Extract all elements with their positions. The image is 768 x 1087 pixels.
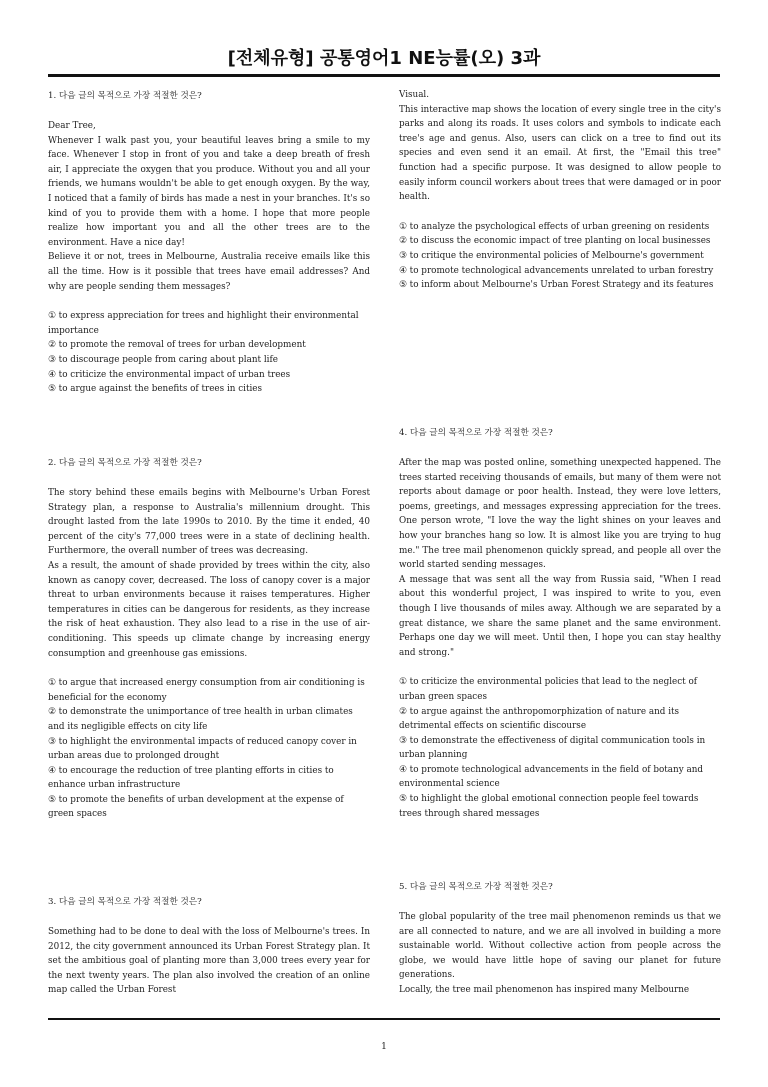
answer-option[interactable]: ③ to critique the environmental policies of Melbourne's government [399,250,704,261]
answer-option[interactable]: ⑤ to promote the benefits of urban development at the expense of green spaces [48,794,344,820]
answer-option[interactable]: ④ to criticize the environmental impact of urban trees [48,369,291,380]
question-5-passage [399,910,721,998]
passage-paragraph: A message that was sent all the way from Russia said, "When I read about this wonderful project, I was inspired to write to you, even though I live thousands of miles away. Although we are separated by a great distance, we share the same planet and the same environment. Perhaps one day we will meet. Until then, I hope you can stay healthy and strong." [399,574,721,658]
answer-option[interactable]: ② to argue against the anthropomorphization of nature and its detrimental effects on scientific discourse [399,706,680,732]
question-2-options [48,676,370,822]
passage-paragraph: Whenever I walk past you, your beautiful leaves bring a smile to my face. Whenever I stop in front of you and take a deep breath of fresh air, I appreciate the oxygen that you produce. Without you and all your friends, we humans wouldn't be able to get enough oxygen. By the way, I noticed that a family of birds has made a nest in your branches. It's so kind of you to provide them with a home. I hope that more people realize how important you and all the other trees are to the environment. Have a nice day! [48,135,370,248]
answer-option[interactable]: ⑤ to highlight the global emotional connection people feel towards trees through shared messages [399,794,699,819]
answer-option[interactable]: ② to promote the removal of trees for urban development [48,340,306,351]
passage-paragraph: As a result, the amount of shade provided by trees within the city, also known as canopy cover, decreased. The loss of canopy cover is a major threat to urban environments because it raises temperatures. Higher temperatures in cities can be dangerous for residents, as they increase the risk of heat exhaustion. They also lead to a rise in the use of air-conditioning. This speeds up climate change by increasing energy consumption and greenhouse gas emissions. [48,560,370,659]
question-3-continued [399,88,721,293]
question-2-heading: 2. 다음 글의 목적으로 가장 적절한 것은? [48,458,202,468]
answer-option[interactable]: ④ to encourage the reduction of tree planting efforts in cities to enhance urban infrastructure [48,765,334,791]
question-3-heading: 3. 다음 글의 목적으로 가장 적절한 것은? [48,897,202,907]
question-4-options [399,675,721,821]
answer-option[interactable]: ③ to demonstrate the effectiveness of digital communication tools in urban planning [399,735,706,761]
footer-rule [48,1018,720,1020]
header-rule [48,74,720,77]
question-3-passage-start [48,925,370,998]
answer-option[interactable]: ② to discuss the economic impact of tree planting on local businesses [399,236,711,247]
answer-option[interactable]: ④ to promote technological advancements unrelated to urban forestry [399,265,714,276]
answer-option[interactable]: ③ to highlight the environmental impacts of reduced canopy cover in urban areas due to prolonged drought [48,736,357,762]
answer-option[interactable]: ⑤ to inform about Melbourne's Urban Forest Strategy and its features [399,280,714,291]
answer-option[interactable]: ① to express appreciation for trees and highlight their environmental importance [48,311,359,336]
passage-paragraph: The story behind these emails begins with Melbourne's Urban Forest Strategy plan, a response to Australia's millennium drought. This drought lasted from the late 1990s to 2010. By the time it ended, 40 percent of the city's 77,000 trees were in a state of declining health. Furthermore, the overall number of trees was decreasing. [48,488,370,557]
question-1-passage [48,119,370,294]
answer-option[interactable]: ④ to promote technological advancements in the field of botany and environmental science [399,764,704,790]
answer-option[interactable]: ① to argue that increased energy consumption from air conditioning is beneficial for the economy [48,678,365,703]
question-4-heading: 4. 다음 글의 목적으로 가장 적절한 것은? [399,428,553,438]
question-2 [48,456,370,822]
passage-paragraph: Dear Tree, [48,121,96,131]
question-1 [48,89,370,397]
question-1-heading: 1. 다음 글의 목적으로 가장 적절한 것은? [48,91,202,101]
passage-paragraph: Locally, the tree mail phenomenon has inspired many Melbourne [399,984,690,995]
answer-option[interactable]: ② to demonstrate the unimportance of tree health in urban climates and its negligible effects on city life [48,707,353,732]
question-5-heading: 5. 다음 글의 목적으로 가장 적절한 것은? [399,882,553,892]
passage-paragraph: Visual. [399,90,430,100]
question-3-options [399,220,721,293]
passage-paragraph: This interactive map shows the location of every single tree in the city's parks and along its roads. It uses colors and symbols to indicate each tree's age and genus. Also, users can click on a tree to find out its species and even send it an email. At first, the "Email this tree" function had a specific purpose. It was designed to allow people to easily inform council workers about trees that were damaged or in poor health. [399,104,721,203]
answer-option[interactable]: ① to criticize the environmental policies that lead to the neglect of urban green spaces [399,677,698,702]
question-3-passage-end [399,88,721,205]
answer-option[interactable]: ③ to discourage people from caring about plant life [48,354,278,365]
passage-paragraph: Something had to be done to deal with the loss of Melbourne's trees. In 2012, the city government announced its Urban Forest Strategy plan. It set the ambitious goal of planting more than 3,000 trees every year for the next twenty years. The plan also involved the creation of an online map called the Urban Forest [48,927,370,996]
question-1-options [48,309,370,397]
answer-option[interactable]: ① to analyze the psychological effects of urban greening on residents [399,221,710,232]
question-4-passage [399,456,721,660]
page-title: [전체유형] 공통영어1 NE능률(오) 3과 [227,48,541,69]
passage-paragraph: The global popularity of the tree mail phenomenon reminds us that we are all connected to nature, and we are all involved in building a more sustainable world. Without collective action from people across the globe, we would have little hope of saving our planet for future generations. [399,912,721,981]
page-number: 1 [381,1042,387,1052]
passage-paragraph: Believe it or not, trees in Melbourne, Australia receive emails like this all the time. How is it possible that trees have email addresses? And why are people sending them messages? [48,252,370,292]
question-5 [399,880,721,998]
question-4 [399,426,721,821]
passage-paragraph: After the map was posted online, something unexpected happened. The trees started receiving thousands of emails, but many of them were not reports about damage or poor health. Instead, they were love letters, poems, greetings, and messages expressing appreciation for the trees. One person wrote, "I love the way the light shines on your leaves and how your branches hang so low. It is almost like you are trying to hug me." The tree mail phenomenon quickly spread, and people all over the world started sending messages. [399,458,721,571]
question-3 [48,895,370,998]
answer-option[interactable]: ⑤ to argue against the benefits of trees in cities [48,384,263,395]
question-2-passage [48,486,370,661]
